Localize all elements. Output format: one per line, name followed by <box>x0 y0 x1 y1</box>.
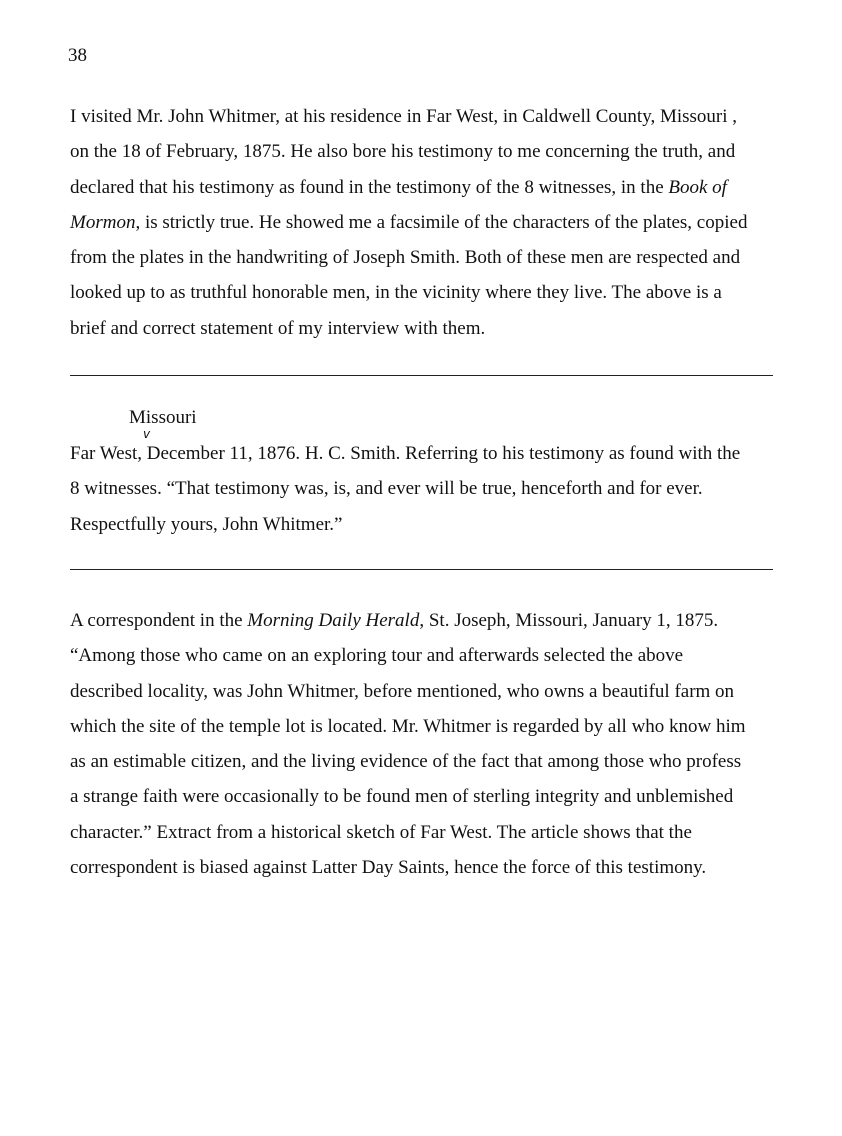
text-line: as an estimable citizen, and the living evidence of the fact that among those who profess <box>70 751 742 773</box>
text-line: which the site of the temple lot is located. Mr. Whitmer is regarded by all who know him <box>70 715 746 737</box>
text-line: “Among those who came on an exploring tour and afterwards selected the above <box>70 645 684 667</box>
text-line: described locality, was John Whitmer, before mentioned, who owns a beautiful farm on <box>70 680 735 702</box>
text-line: on the 18 of February, 1875. He also bore his testimony to me concerning the truth, and <box>70 141 736 163</box>
text-line: brief and correct statement of my interview with them. <box>70 317 486 339</box>
paragraph-herald-extract <box>70 603 790 885</box>
text-line: 8 witnesses. “That testimony was, is, and ever will be true, henceforth and for ever. <box>70 478 703 500</box>
text-line: from the plates in the handwriting of Joseph Smith. Both of these men are respected and <box>70 247 741 269</box>
text-run: , St. Joseph, Missouri, January 1, 1875. <box>419 610 719 631</box>
text-line <box>70 170 790 205</box>
text-run: declared that his testimony as found in the testimony of the 8 witnesses, in the <box>70 176 669 198</box>
text-run: , is strictly true. He showed me a facsimile of the characters of the plates, copied <box>135 211 748 233</box>
text-line: Respectfully yours, John Whitmer.” <box>70 513 343 535</box>
paragraph-whitmer-letter <box>70 436 790 542</box>
book-title: Book of <box>668 176 727 198</box>
text-line <box>70 205 790 240</box>
text-line <box>70 603 790 638</box>
text-line: I visited Mr. John Whitmer, at his residence in Far West, in Caldwell County, Missouri , <box>70 106 738 127</box>
book-title: Mormon <box>70 211 136 233</box>
newspaper-title: Morning Daily Herald <box>247 610 420 631</box>
text-line: a strange faith were occasionally to be found men of sterling integrity and unblemished <box>70 786 734 808</box>
page-number: 38 <box>68 45 87 66</box>
divider-rule <box>70 569 773 570</box>
paragraph-whitmer-visit <box>70 99 790 346</box>
text-line: correspondent is biased against Latter Day Saints, hence the force of this testimony. <box>70 857 707 879</box>
text-run: A correspondent in the <box>70 610 248 631</box>
caret-mark: v <box>143 427 151 441</box>
inserted-word: Missouri <box>129 407 197 428</box>
divider-rule <box>70 375 773 376</box>
text-line: looked up to as truthful honorable men, in the vicinity where they live. The above is a <box>70 282 722 304</box>
text-line: character.” Extract from a historical sketch of Far West. The article shows that the <box>70 821 692 843</box>
text-line: Far West, December 11, 1876. H. C. Smith. Referring to his testimony as found with the <box>70 443 741 464</box>
